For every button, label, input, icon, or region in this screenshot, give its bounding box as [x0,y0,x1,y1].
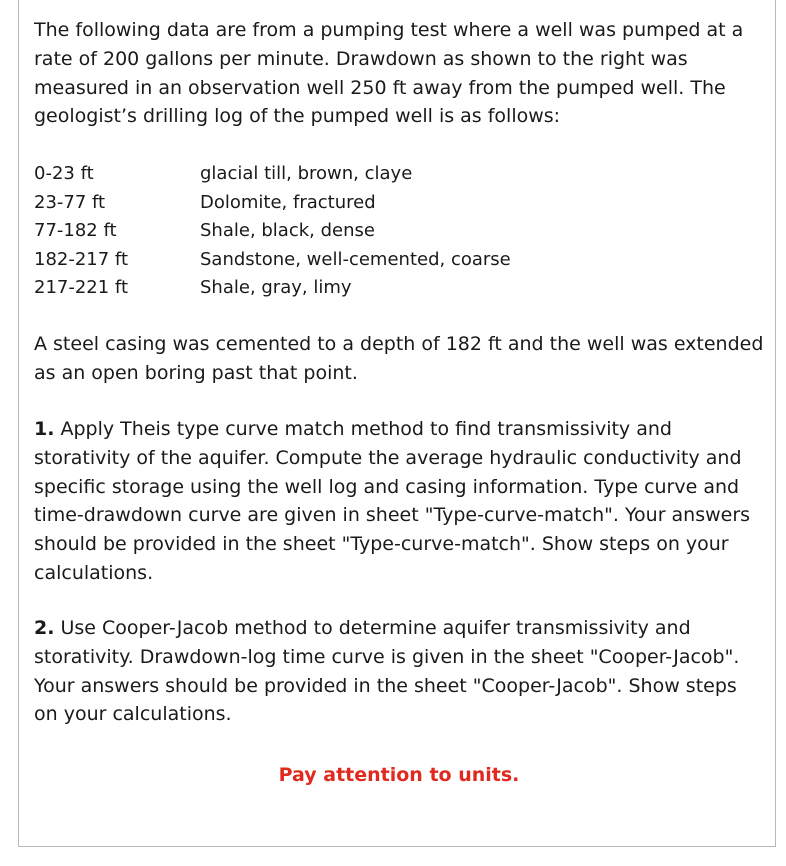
log-depth: 217-221 ft [34,277,129,299]
log-row [34,274,764,303]
log-row [34,189,764,218]
log-description: Shale, gray, limy [200,277,352,299]
log-description: Dolomite, fractured [200,191,376,213]
intro-paragraph: The following data are from a pumping test where a well was pumped at a rate of 200 gallons per minute. Drawdown as shown to the right was measured in an observation well 250 ft away from the pumped well. The geologist’s drilling log of the pumped well is as follows: [34,19,744,128]
casing-paragraph: A steel casing was cemented to a depth of 182 ft and the well was extended as an open boring past that point. [34,333,764,384]
drilling-log [34,160,764,303]
log-depth: 23-77 ft [34,191,106,213]
log-row [34,246,764,275]
log-depth: 77-182 ft [34,220,117,242]
log-row [34,160,764,189]
question-1 [34,415,764,588]
question-text: Use Cooper-Jacob method to determine aquifer transmissivity and storativity. Drawdown-log time curve is given in the sheet "Cooper-Jacob". Your answers should be provided in the sheet "Cooper-Jacob". Show steps on your calculations. [34,617,740,726]
question-2 [34,614,764,729]
log-description: Sandstone, well-cemented, coarse [200,248,511,270]
question-number: 1. [34,418,55,440]
log-description: Shale, black, dense [200,220,375,242]
log-depth: 182-217 ft [34,248,129,270]
units-note: Pay attention to units. [278,764,520,786]
question-text: Apply Theis type curve match method to find transmissivity and storativity of the aquifer. Compute the average hydraulic conductivity and specific storage using the well log and casing information. Type curve and time-drawdown curve are given in sheet "Type-curve-match". Your answers should be provided in the sheet "Type-curve-match". Show steps on your calculations. [34,418,751,584]
log-depth: 0-23 ft [34,163,94,184]
question-number: 2. [34,617,55,639]
log-description: glacial till, brown, claye [200,163,413,184]
log-row [34,217,764,246]
